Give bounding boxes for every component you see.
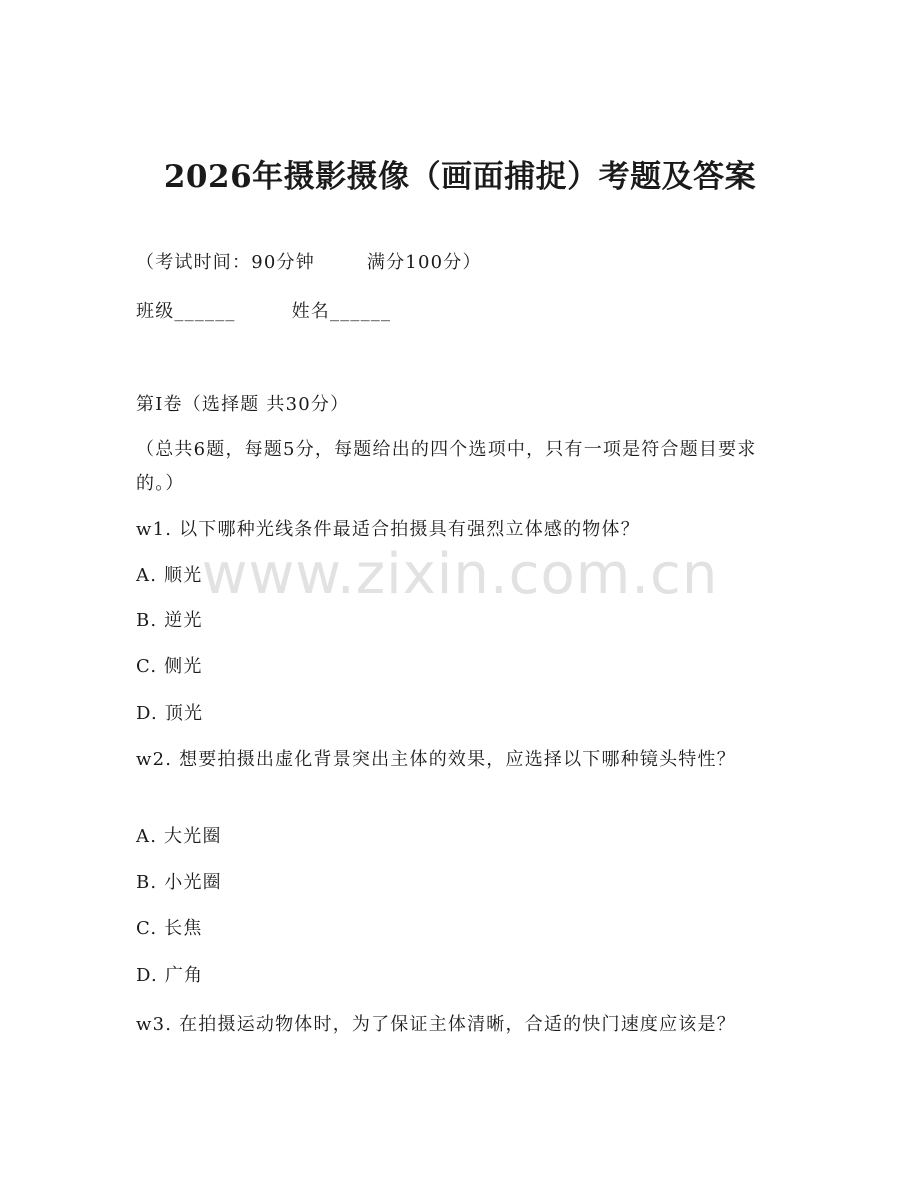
watermark: www.zixin.com.cn	[201, 542, 719, 607]
answer-option: D. 顶光	[136, 703, 204, 724]
section-heading: 第Ⅰ卷（选择题 共30分）	[136, 394, 350, 415]
answer-option: C. 长焦	[136, 918, 203, 939]
question-stem: w2. 想要拍摄出虚化背景突出主体的效果，应选择以下哪种镜头特性？	[136, 749, 736, 770]
page-title: 2026年摄影摄像（画面捕捉）考题及答案	[163, 159, 757, 195]
student-fields	[136, 295, 776, 329]
section-instructions: （总共6题，每题5分，每题给出的四个选项中，只有一项是符合题目要求的。）	[136, 439, 757, 494]
answer-option: A. 顺光	[136, 565, 203, 586]
answer-option: A. 大光圈	[136, 826, 222, 847]
exam-time: （考试时间：90分钟	[136, 252, 315, 273]
answer-option: C. 侧光	[136, 656, 203, 677]
answer-option: D. 广角	[136, 965, 204, 986]
question-stem: w3. 在拍摄运动物体时，为了保证主体清晰，合适的快门速度应该是？	[136, 1014, 736, 1035]
name-field: 姓名______	[291, 301, 392, 322]
exam-full-score: 满分100分）	[366, 252, 482, 273]
class-field: 班级______	[136, 301, 236, 322]
exam-info	[136, 246, 776, 280]
answer-option: B. 逆光	[136, 610, 203, 631]
answer-option: B. 小光圈	[136, 872, 222, 893]
question-stem: w1. 以下哪种光线条件最适合拍摄具有强烈立体感的物体？	[136, 519, 640, 540]
